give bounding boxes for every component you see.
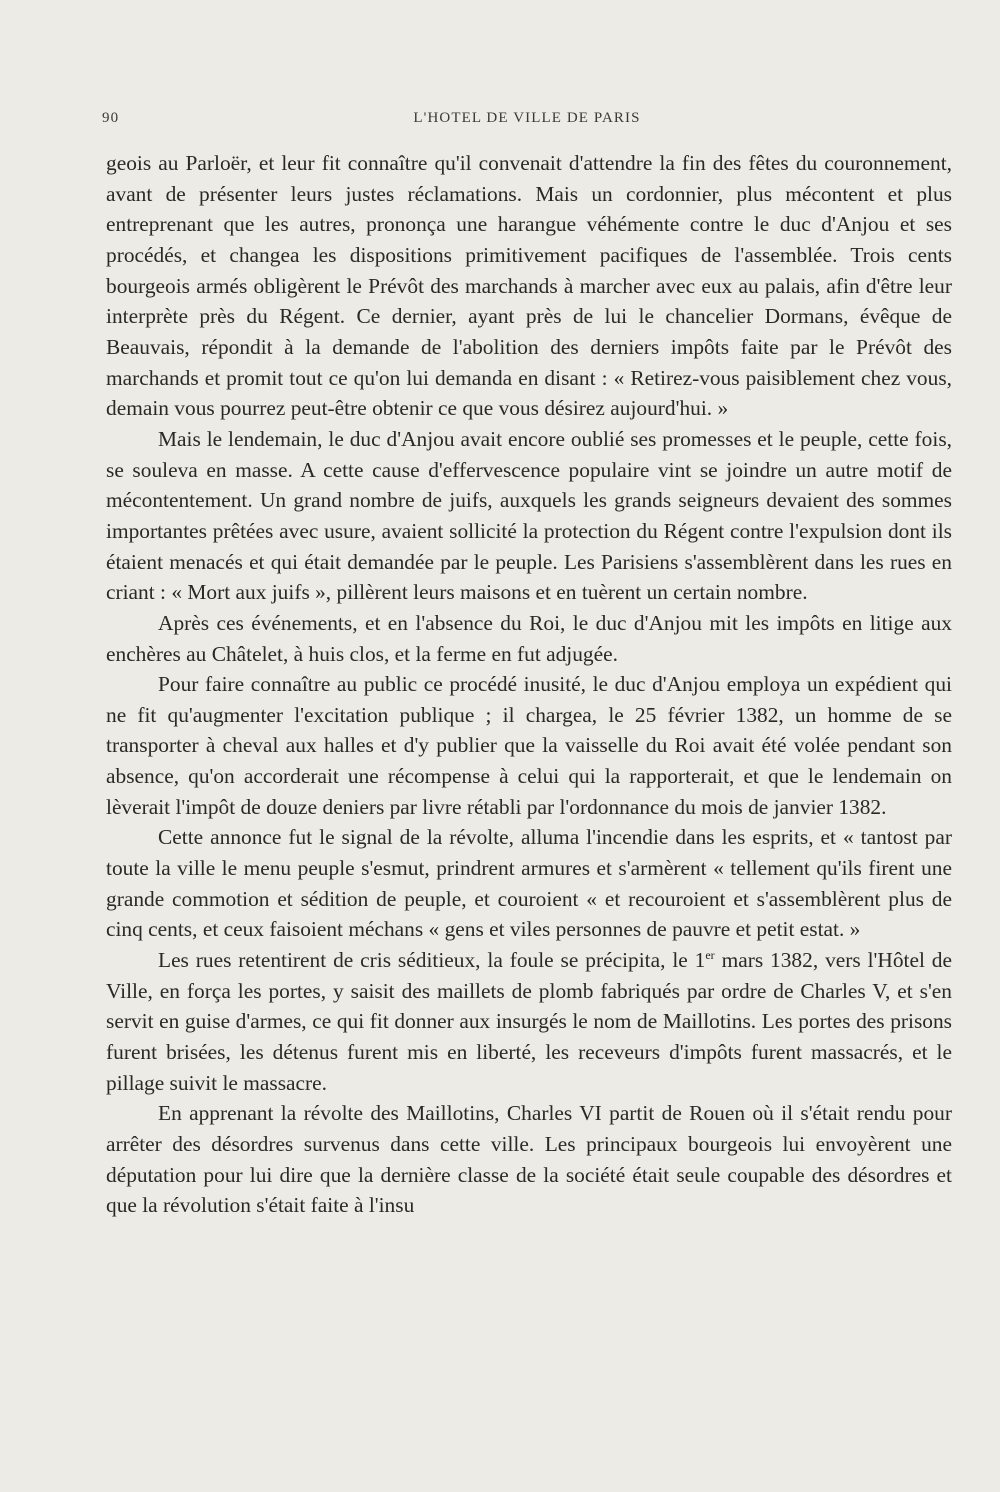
body-text (106, 148, 952, 1221)
paragraph-text-end: mars 1382, vers l'Hôtel de Ville, en força les portes, y saisit des maillets de plomb fabriqués par ordre de Charles V, et s'en servit en guise d'armes, ce qui fit donner aux insurgés le nom de Maillotins. Les portes des prisons furent brisées, les détenus furent mis en liberté, les receveurs d'impôts furent massacrés, et le pillage suivit le massacre. (106, 948, 952, 1095)
paragraph-with-quotation: Cette annonce fut le signal de la révolte, alluma l'incendie dans les esprits, et « tantost par toute la ville le menu peuple s'esmut, prindrent armures et s'armèrent « tellement qu'ils firent une grande commotion et sédition de peuple, et couroient « et recouroient et s'assemblèrent plus de cinq cents, et ceux faisoient méchans « gens et viles personnes de pauvre et petit estat. » (106, 825, 952, 942)
paragraph-continued: geois au Parloër, et leur fit connaître qu'il convenait d'attendre la fin des fêtes du couronnement, avant de présenter leurs justes réclamations. Mais un cordonnier, plus mécontent et plus entreprenant que les autres, prononça une harangue véhémente contre le duc d'Anjou et ses procédés, et changea les dispositions primitivement pacifiques de l'assemblée. Trois cents bourgeois armés obligèrent le Prévôt des marchands à marcher avec eux au palais, afin d'être leur interprète près du Régent. Ce dernier, ayant près de lui le chancelier Dormans, évêque de Beauvais, répondit à la demande de l'abolition des derniers impôts faite par le Prévôt des marchands et promit tout ce qu'on lui demanda en disant : « Retirez-vous paisiblement chez vous, demain vous pourrez peut-être obtenir ce que vous désirez aujourd'hui. » (106, 151, 952, 421)
page-number: 90 (102, 110, 120, 126)
paragraph: Pour faire connaître au public ce procédé inusité, le duc d'Anjou employa un expédient qui ne fit qu'augmenter l'excitation publique ; il chargea, le 25 février 1382, un homme de se transporter à cheval aux halles et d'y publier que la vaisselle du Roi avait été volée pendant son absence, qu'on accorderait une récompense à celui qui la rapporterait, et que le lendemain on lèverait l'impôt de douze deniers par livre rétabli par l'ordonnance du mois de janvier 1382. (106, 672, 952, 819)
paragraph: Mais le lendemain, le duc d'Anjou avait encore oublié ses promesses et le peuple, cette fois, se souleva en masse. A cette cause d'effervescence populaire vint se joindre un autre motif de mécontentement. Un grand nombre de juifs, auxquels les grands seigneurs devaient des sommes importantes prêtées avec usure, avaient sollicité la protection du Régent contre l'expulsion dont ils étaient menacés et qui était demandée par le peuple. Les Parisiens s'assemblèrent dans les rues en criant : « Mort aux juifs », pillèrent leurs maisons et en tuèrent un certain nombre. (106, 426, 952, 605)
paragraph: En apprenant la révolte des Maillotins, Charles VI partit de Rouen où il s'était rendu pour arrêter des désordres survenus dans cette ville. Les principaux bourgeois lui envoyèrent une députation pour lui dire que la dernière classe de la société était seule coupable des désordres et que la révolution s'était faite à l'insu (106, 1101, 952, 1218)
ordinal-superscript: er (705, 948, 715, 963)
running-header (102, 110, 952, 134)
paragraph: Après ces événements, et en l'absence du Roi, le duc d'Anjou mit les impôts en litige aux enchères au Châtelet, à huis clos, et la ferme en fut adjugée. (106, 610, 952, 666)
running-title: L'HOTEL DE VILLE DE PARIS (413, 110, 641, 126)
paragraph-text-start: Les rues retentirent de cris séditieux, la foule se précipita, le 1 (158, 948, 706, 973)
paragraph (106, 945, 952, 1098)
